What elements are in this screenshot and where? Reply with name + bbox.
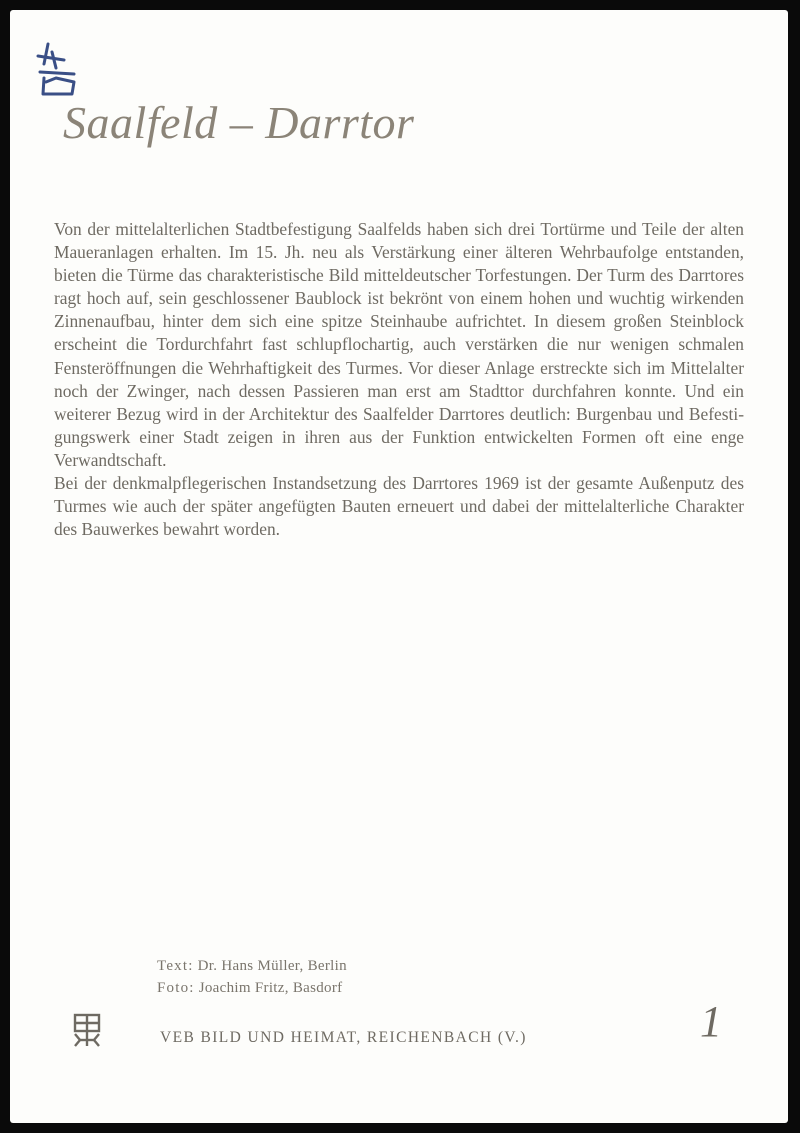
text-credit [157,955,347,977]
handwritten-note [34,38,82,102]
page-title: Saalfeld – Darrtor [63,97,415,148]
page-number: 1 [700,997,722,1046]
postcard-back [10,10,788,1123]
credits [157,955,347,999]
publisher-logo-icon [72,1012,102,1048]
paragraph: Von der mittelalterlichen Stadtbefestigung Saalfelds haben sich drei Tortürme und Teile der alten Maueranlagen erhalten. Im 15. Jh. neu als Verstärkung einer älteren Wehrbaufolge entstanden, bieten die Türme das charakteristische Bild mitteldeutscher Torfestungen. Der Turm des Darrtores ragt hoch auf, sein geschlossener Baublock ist bekrönt von einem hohen und wuchtig wirkenden Zinnenaufbau, hinter dem sich eine spitze Steinhaube aufrichtet. In diesem großen Steinblock erscheint die Tordurchfahrt fast schlupflochartig, auch verstärken die nur wenigen schmalen Fensteröffnungen die Wehrhaftigkeit des Turmes. Vor dieser Anlage erstreckte sich im Mittelalter noch der Zwinger, nach dessen Passieren man erst am Stadttor durchfahren konnte. Und ein weiterer Bezug wird in der Architektur des Saalfelder Darrtores deutlich: Burgenbau und Befestigungswerk einer Stadt zeigen in ihren aus der Funktion entwickelten Formen oft eine enge Verwandtschaft. [54,219,744,470]
paragraph: Bei der denkmalpflegerischen Instandsetzung des Darrtores 1969 ist der gesamte Außenputz des Turmes wie auch der später angefügten Bauten erneuert und dabei der mittelalterliche Charakter des Bauwerkes bewahrt worden. [54,473,744,540]
publisher-line: VEB BILD UND HEIMAT, REICHENBACH (V.) [160,1029,527,1046]
description-text [54,218,744,541]
text-credit-value: Dr. Hans Müller, Berlin [197,958,347,974]
photo-credit-label: Foto: [157,980,195,996]
photo-credit-value: Joachim Fritz, Basdorf [198,980,343,996]
photo-credit [157,977,347,999]
text-credit-label: Text: [157,958,194,974]
